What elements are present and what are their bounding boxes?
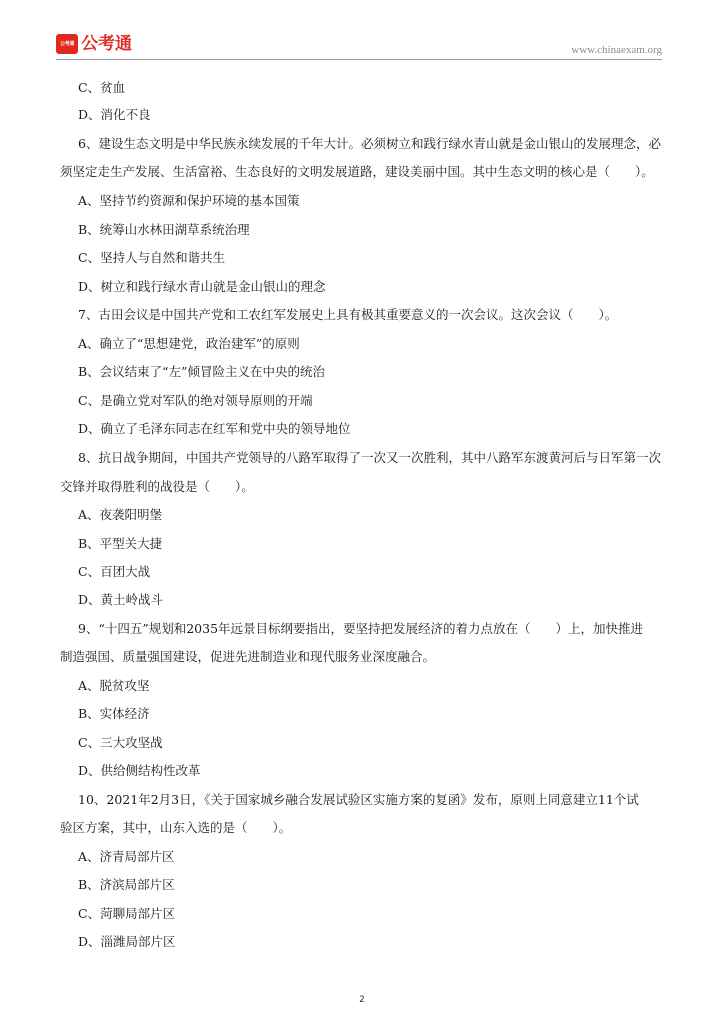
question-9-text: 9、“十四五”规划和2035年远景目标纲要指出，要坚持把发展经济的着力点放在（ ）上，加快推进: [78, 621, 644, 636]
option-a-q6: A、坚持节约资源和保护环境的基本国策: [78, 193, 300, 208]
option-d-q5: D、消化不良: [78, 107, 151, 122]
question-6-text: 6、建设生态文明是中华民族永续发展的千年大计。必须树立和践行绿水青山就是金山银山的发展理念，必: [78, 136, 661, 151]
option-d-q7: D、确立了毛泽东同志在红军和党中央的领导地位: [78, 421, 351, 436]
question-10-text-cont: 验区方案，其中，山东入选的是（ ）。: [60, 820, 292, 835]
option-c-q5: C、贫血: [78, 80, 126, 95]
option-a-q8: A、夜袭阳明堡: [78, 507, 163, 522]
question-6-text-cont: 须坚定走生产发展、生活富裕、生态良好的文明发展道路，建设美丽中国。其中生态文明的核心是（ ）。: [60, 164, 654, 179]
logo-badge: 公考通: [56, 34, 78, 54]
logo: [56, 34, 132, 54]
option-a-q9: A、脱贫攻坚: [78, 678, 150, 693]
option-b-q10: B、济滨局部片区: [78, 877, 175, 892]
option-c-q10: C、菏聊局部片区: [78, 906, 176, 921]
option-c-q9: C、三大攻坚战: [78, 735, 163, 750]
option-a-q7: A、确立了“思想建党，政治建军”的原则: [78, 336, 300, 351]
option-c-q6: C、坚持人与自然和谐共生: [78, 250, 226, 265]
question-10-text: 10、2021年2月3日，《关于国家城乡融合发展试验区实施方案的复函》发布，原则上同意建立11个试: [78, 792, 639, 807]
option-b-q6: B、统筹山水林田湖草系统治理: [78, 222, 250, 237]
option-b-q8: B、平型关大捷: [78, 536, 163, 551]
logo-text: 公考通: [81, 34, 132, 54]
question-8-text: 8、抗日战争期间，中国共产党领导的八路军取得了一次又一次胜利，其中八路军东渡黄河后与日军第一次: [78, 450, 661, 465]
header-divider: [56, 59, 662, 60]
page-header: [56, 34, 662, 60]
option-b-q9: B、实体经济: [78, 706, 150, 721]
option-c-q7: C、是确立党对军队的绝对领导原则的开端: [78, 393, 313, 408]
option-a-q10: A、济青局部片区: [78, 849, 175, 864]
site-url: www.chinaexam.org: [571, 44, 662, 56]
option-d-q10: D、淄潍局部片区: [78, 934, 176, 949]
question-9-text-cont: 制造强国、质量强国建设，促进先进制造业和现代服务业深度融合。: [60, 649, 436, 664]
option-d-q9: D、供给侧结构性改革: [78, 763, 201, 778]
option-c-q8: C、百团大战: [78, 564, 151, 579]
page-number: 2: [359, 995, 365, 1005]
question-8-text-cont: 交锋并取得胜利的战役是（ ）。: [60, 479, 254, 494]
option-d-q8: D、黄土岭战斗: [78, 592, 164, 607]
option-d-q6: D、树立和践行绿水青山就是金山银山的理念: [78, 279, 326, 294]
option-b-q7: B、会议结束了“左”倾冒险主义在中央的统治: [78, 364, 325, 379]
question-7-text: 7、古田会议是中国共产党和工农红军发展史上具有极其重要意义的一次会议。这次会议（ ）。: [78, 307, 618, 322]
